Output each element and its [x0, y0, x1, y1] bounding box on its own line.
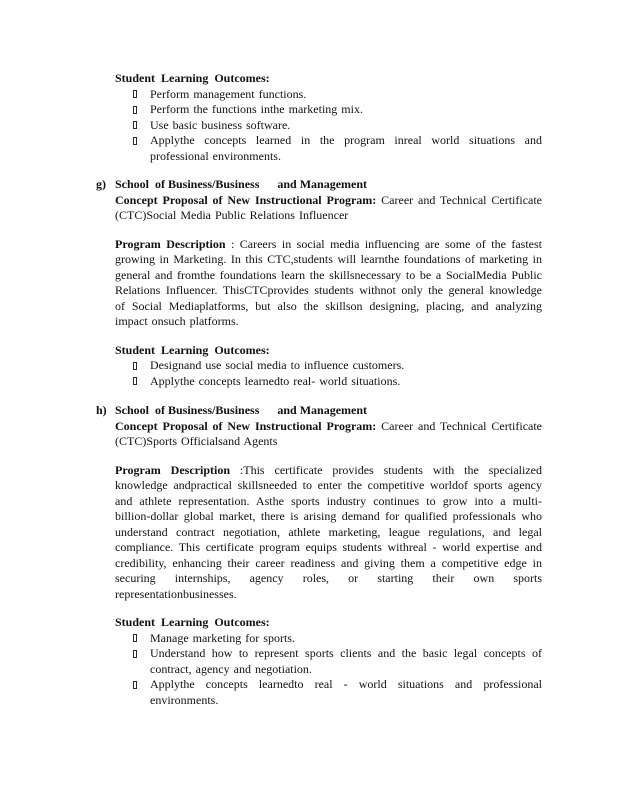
- list-item-text: Applythe concepts learnedto real - world situations and professional environments.: [150, 677, 542, 707]
- list-item-text: Manage marketing for sports.: [150, 630, 295, 645]
- section-h-slo-block: [115, 615, 542, 708]
- section-label: g): [96, 177, 106, 191]
- school-name: School of Business/Business and Management: [115, 403, 368, 417]
- list-item: [115, 133, 542, 164]
- section-h: [96, 403, 543, 708]
- proposal-line: [115, 193, 542, 224]
- list-item-text: Designand use social media to influence customers.: [150, 358, 405, 372]
- proposal-rest: Career and Technical Certificate (CTC)Social Media Public Relations Influencer: [115, 192, 543, 222]
- slo-heading: Student Learning Outcomes:: [115, 342, 270, 357]
- description-text: This certificate provides students with the specialized knowledge andpractical skillsneeded to enter the competitive worldof sports agency and athlete representation. Asthe sports industry continues to grow into a multi-billion-dollar global market, there is arising demand for qualified professionals who understand contract negotiation, athlete marketing, league regulations, and legal compliance. This certificate program equips students withreal - world expertise and credibility, enhancing their career readiness and giving them a competitive edge in securing internships, agency roles, or starting their own sports representationbusinesses.: [115, 462, 542, 601]
- section-g: [96, 177, 543, 389]
- section-g-heading: [96, 177, 543, 224]
- bullet-square-icon: [133, 377, 137, 385]
- slo-list: [115, 631, 542, 709]
- list-item: [115, 118, 542, 134]
- proposal-rest: Career and Technical Certificate (CTC)Sports Officialsand Agents: [115, 418, 543, 448]
- list-item-text: Understand how to represent sports clients and the basic legal concepts of contract, agency and negotiation.: [150, 646, 542, 676]
- bullet-square-icon: [133, 681, 137, 689]
- list-item: [115, 677, 542, 708]
- list-item: [115, 374, 542, 390]
- list-item: [115, 358, 542, 374]
- list-item-text: Applythe concepts learnedto real- world situations.: [150, 373, 401, 388]
- description-text: Careers in social media influencing are some of the fastest growing in Marketing. In this CTC,students will learnthe foundations of marketing in general and fromthe foundations learn the skillsnecessary to be a SocialMedia Public Relations Influencer. ThisCTCprovides students withnot only the general knowledge of Social Mediaplatforms, but also the skillson designing, placing, and analyzing impact onsuch platforms.: [115, 236, 543, 328]
- list-item-text: Perform the functions inthe marketing mix.: [150, 102, 363, 116]
- description-sep: :: [225, 236, 240, 251]
- bullet-square-icon: [133, 362, 137, 370]
- list-item: [115, 87, 542, 103]
- program-description: [115, 237, 542, 330]
- bullet-square-icon: [133, 90, 137, 98]
- list-item-text: Perform management functions.: [150, 86, 307, 101]
- proposal-lead: Concept Proposal of New Instructional Program:: [115, 192, 377, 207]
- slo-list: [115, 87, 542, 165]
- list-item: [115, 631, 542, 647]
- section-g-slo-block: [115, 343, 542, 390]
- proposal-lead: Concept Proposal of New Instructional Program:: [115, 418, 377, 433]
- slo-heading: Student Learning Outcomes:: [115, 71, 270, 85]
- bullet-square-icon: [133, 650, 137, 658]
- bullet-square-icon: [133, 106, 137, 114]
- bullet-square-icon: [133, 634, 137, 642]
- bullet-square-icon: [133, 121, 137, 129]
- description-sep: :: [230, 462, 244, 477]
- section-h-heading: [96, 403, 543, 450]
- list-item-text: Applythe concepts learned in the program inreal world situations and professional environments.: [150, 133, 542, 163]
- slo-heading: Student Learning Outcomes:: [115, 615, 270, 629]
- section-label: h): [96, 403, 107, 417]
- list-item: [115, 102, 542, 118]
- proposal-line: [115, 419, 542, 450]
- program-description: [115, 463, 542, 603]
- bullet-square-icon: [133, 137, 137, 145]
- intro-slo-block: [115, 71, 542, 164]
- description-label: Program Description: [115, 462, 231, 477]
- list-item-text: Use basic business software.: [150, 117, 291, 132]
- school-name: School of Business/Business and Management: [115, 177, 368, 191]
- slo-list: [115, 358, 542, 389]
- description-label: Program Description: [115, 236, 226, 251]
- list-item: [115, 646, 542, 677]
